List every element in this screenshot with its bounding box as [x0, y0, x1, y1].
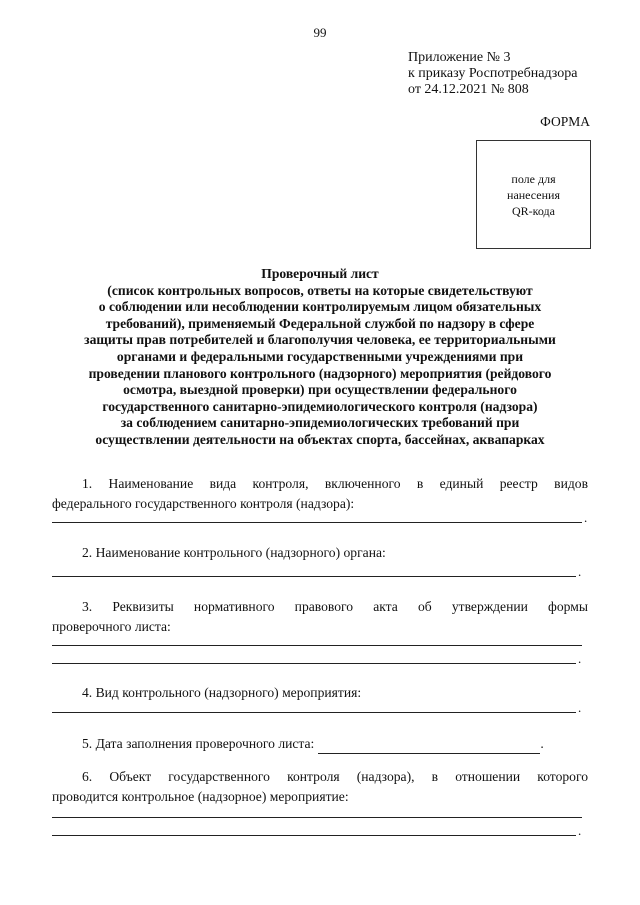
order-name: к приказу Роспотребнадзора	[408, 66, 578, 81]
item-3-line-1: 3. Реквизиты нормативного правового акта об утверждении формы	[82, 599, 588, 614]
item-3-fill-line-1[interactable]	[52, 645, 582, 646]
qr-text-1: поле для	[511, 171, 556, 186]
page-number: 99	[313, 25, 327, 40]
item-5-fill-date	[52, 734, 588, 754]
qr-code-field	[476, 140, 591, 249]
title-line: осуществлении деятельности на объектах спорта, бассейнах, аквапарках	[95, 431, 545, 447]
title-line: требований), применяемый Федеральной службой по надзору в сфере	[105, 315, 535, 331]
item-3-dot: .	[578, 651, 582, 666]
document-title	[52, 266, 588, 449]
item-5-fill-line[interactable]	[318, 739, 540, 754]
qr-text-2: нанесения	[507, 187, 560, 202]
item-1-line-2: федерального государственного контроля (надзора):	[52, 496, 355, 511]
title-line: проведении планового контрольного (надзорного) мероприятия (рейдового	[88, 365, 552, 381]
item-1-line-1: 1. Наименование вида контроля, включенного в единый реестр видов	[82, 476, 588, 491]
item-1-dot: .	[584, 510, 588, 525]
item-4-event-type	[52, 683, 588, 703]
item-3-fill-line-2[interactable]	[52, 663, 576, 664]
title-line: Проверочный лист	[261, 266, 379, 281]
item-2-control-body	[52, 543, 588, 563]
title-line: органами и федеральными государственными учреждениями при	[116, 348, 524, 364]
item-6-line-1: 6. Объект государственного контроля (надзора), в отношении которого	[82, 769, 588, 784]
item-4-dot: .	[578, 700, 582, 715]
title-line: о соблюдении или несоблюдении контролируемым лицом обязательных	[98, 299, 542, 315]
item-5-dot: .	[540, 736, 544, 751]
item-2-dot: .	[578, 564, 582, 579]
item-6-fill-line-1[interactable]	[52, 817, 582, 818]
qr-text-3: QR-кода	[512, 203, 555, 218]
title-line: защиты прав потребителей и благополучия человека, ее территориальными	[84, 332, 556, 348]
item-4-fill-line[interactable]	[52, 712, 576, 713]
item-6-line-2: проводится контрольное (надзорное) мероприятие:	[52, 789, 349, 804]
item-5-label: 5. Дата заполнения проверочного листа:	[82, 736, 315, 751]
item-3-normative-act	[52, 597, 588, 637]
title-line: государственного санитарно-эпидемиологического контроля (надзора)	[102, 398, 538, 414]
appendix-label: Приложение № 3	[408, 50, 511, 65]
order-date: от 24.12.2021 № 808	[408, 82, 529, 97]
title-line: (список контрольных вопросов, ответы на которые свидетельствуют	[107, 282, 533, 298]
item-3-line-2: проверочного листа:	[52, 619, 171, 634]
item-1-control-type	[52, 474, 588, 514]
form-label: ФОРМА	[540, 114, 590, 129]
title-line: за соблюдением санитарно-эпидемиологических требований при	[120, 415, 520, 431]
item-5-line-1	[52, 734, 588, 754]
order-reference	[408, 50, 577, 98]
title-line: осмотра, выездной проверки) при осуществлении федерального	[123, 382, 517, 398]
item-1-fill-line[interactable]	[52, 522, 582, 523]
item-6-fill-line-2[interactable]	[52, 835, 576, 836]
item-6-control-object	[52, 767, 588, 807]
item-2-line-1: 2. Наименование контрольного (надзорного) органа:	[82, 545, 386, 560]
item-6-dot: .	[578, 823, 582, 838]
item-2-fill-line[interactable]	[52, 576, 576, 577]
item-4-line-1: 4. Вид контрольного (надзорного) мероприятия:	[82, 685, 362, 700]
